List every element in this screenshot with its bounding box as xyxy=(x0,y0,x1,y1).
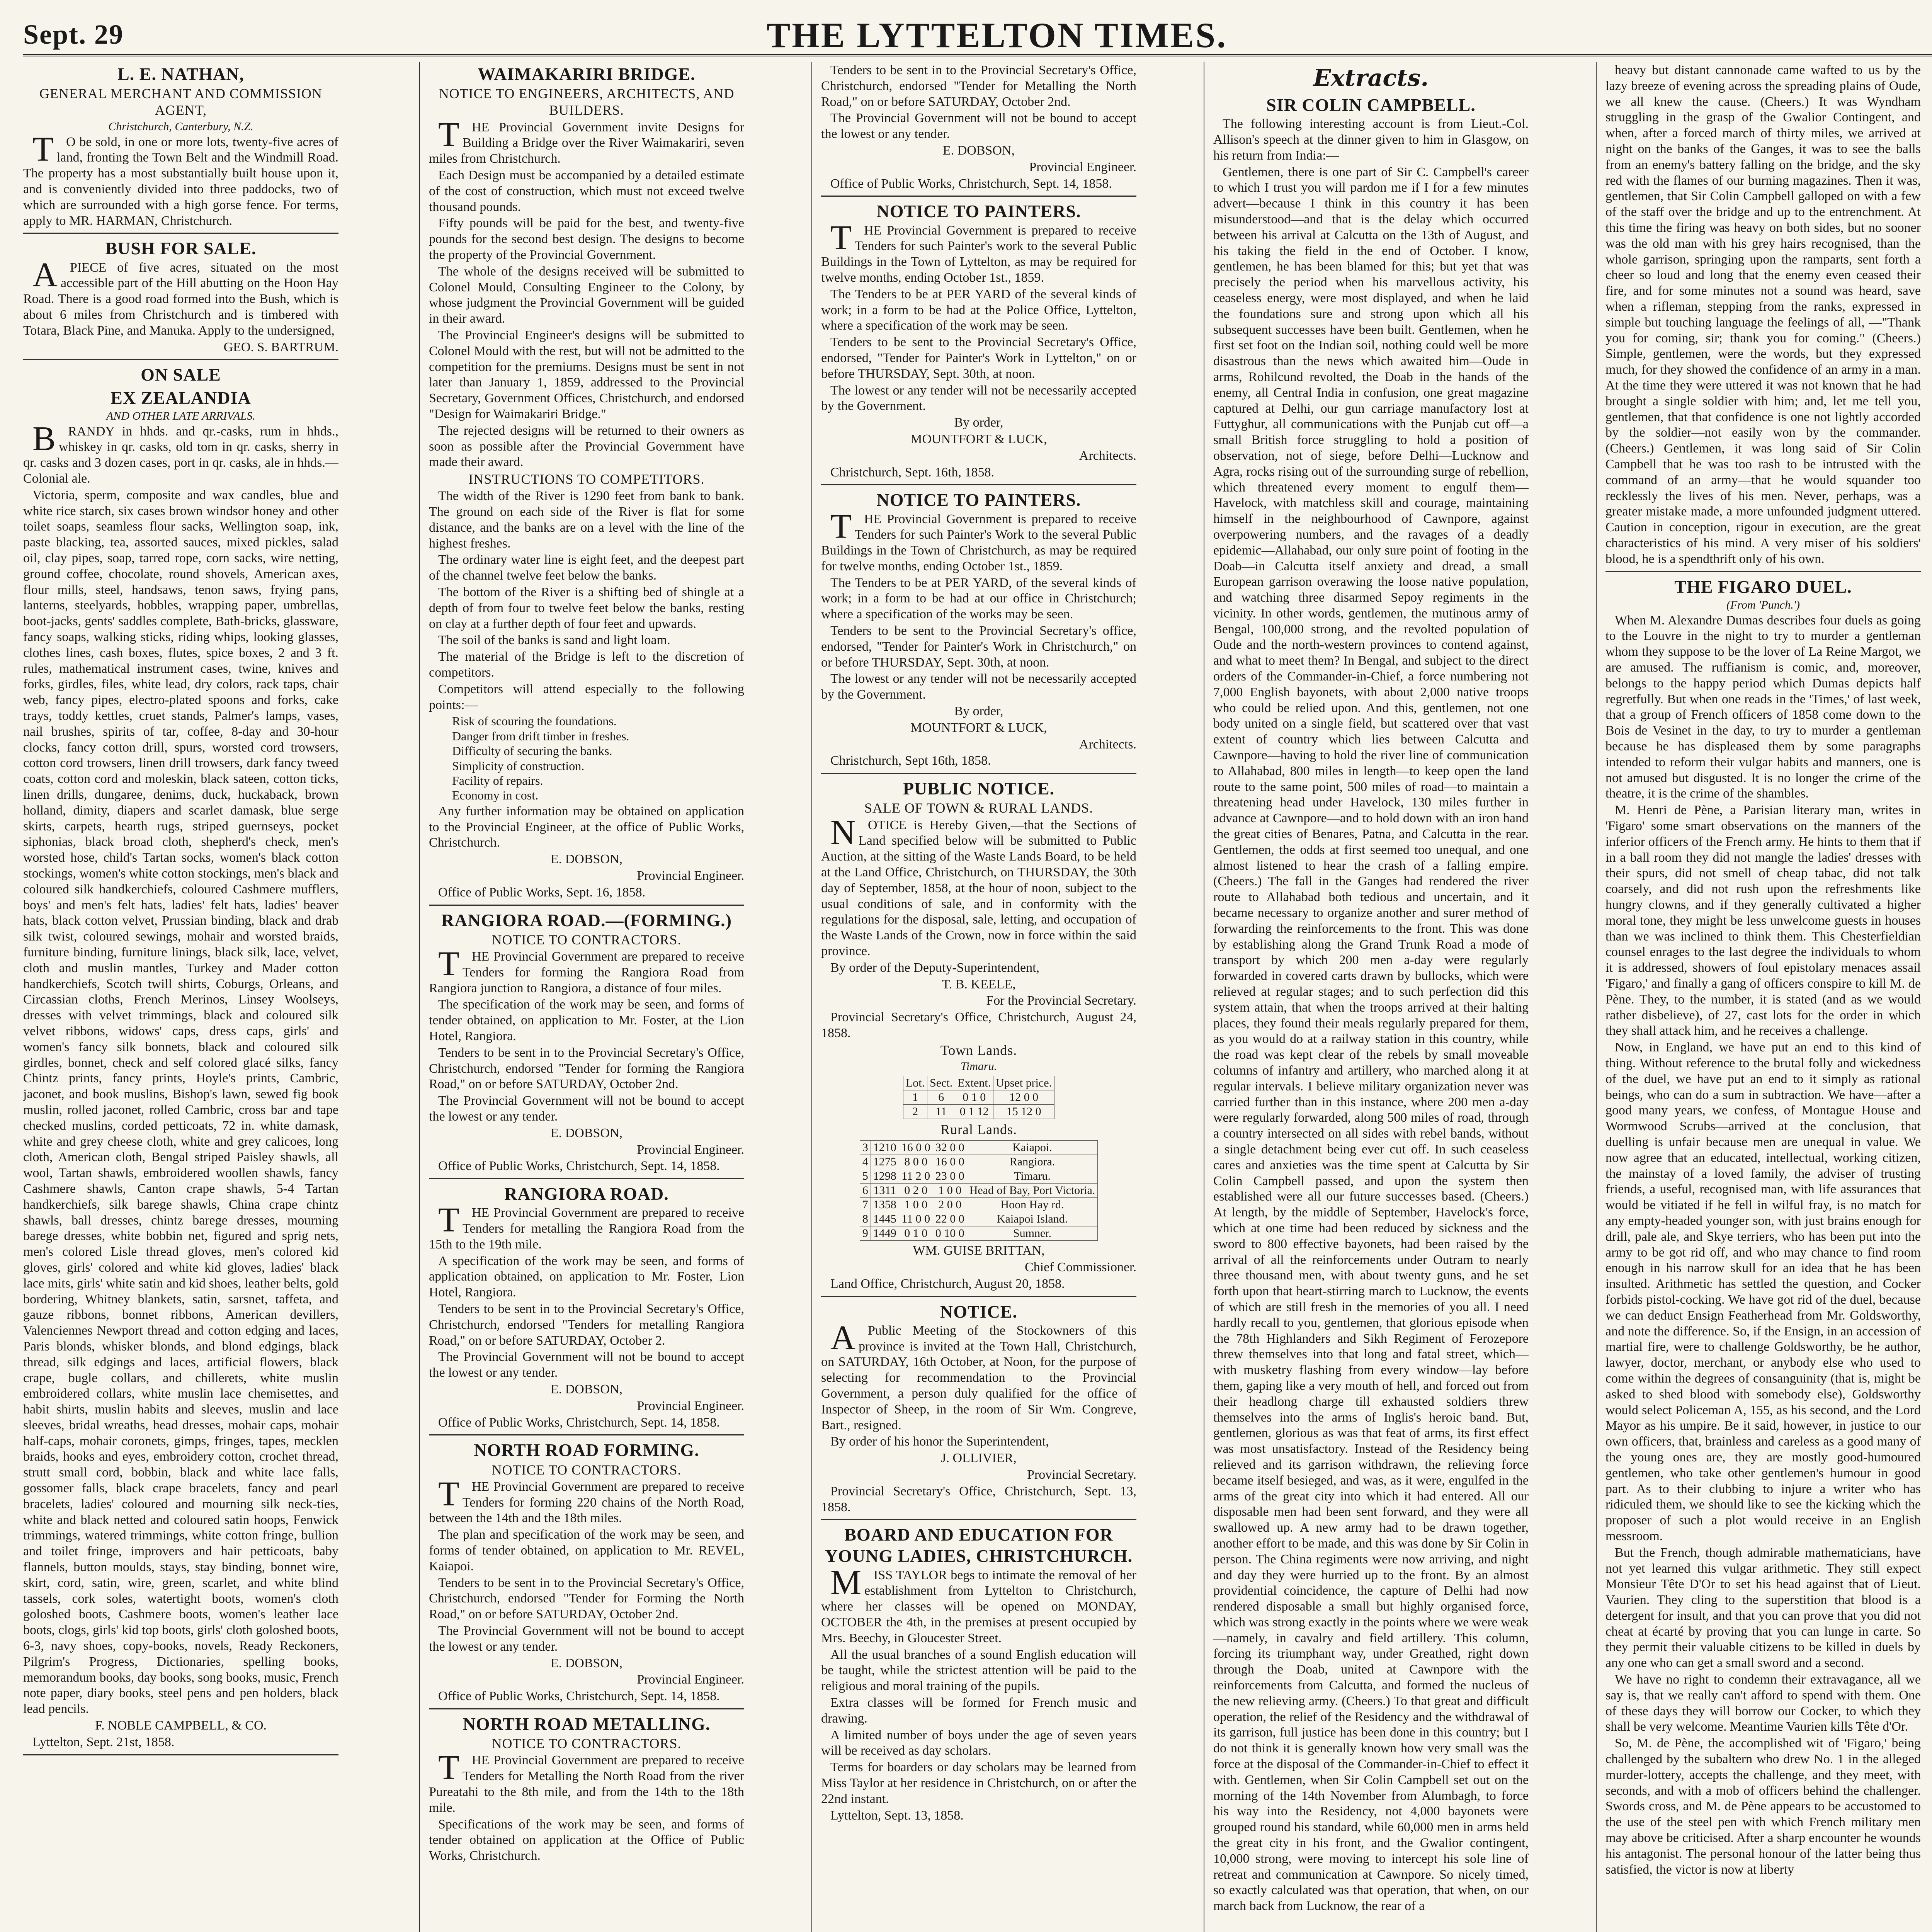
article-heading: THE FIGARO DUEL. xyxy=(1674,577,1852,597)
notice-paragraph: The Provincial Government will not be bound to accept the lowest or any tender. xyxy=(821,111,1136,141)
table-row xyxy=(903,1104,1054,1119)
table-cell: Kaiapoi. xyxy=(967,1141,1098,1155)
table-cell: 11 0 0 xyxy=(899,1212,933,1226)
notice-date: Land Office, Christchurch, August 20, 1858. xyxy=(830,1276,1065,1291)
notice-date: Office of Public Works, Christchurch, Sept. 14, 1858. xyxy=(438,1689,720,1704)
article-source: (From 'Punch.') xyxy=(1726,598,1800,611)
table-cell: 0 1 0 xyxy=(955,1090,993,1104)
table-cell: 22 0 0 xyxy=(933,1212,967,1226)
column-header: Extent. xyxy=(955,1076,993,1090)
table-cell: 8 0 0 xyxy=(899,1155,933,1169)
notice-heading: NOTICE TO PAINTERS. xyxy=(876,490,1081,510)
table-cell: 0 10 0 xyxy=(933,1226,967,1241)
notice-subheading: NOTICE TO CONTRACTORS. xyxy=(492,1736,682,1752)
newspaper-title: THE LYTTELTON TIMES. xyxy=(766,15,1228,55)
table-cell: Sumner. xyxy=(967,1226,1098,1241)
competition-point: Simplicity of construction. xyxy=(452,759,585,773)
notice-heading: WAIMAKARIRI BRIDGE. xyxy=(478,64,696,84)
table-cell: 9 xyxy=(860,1226,871,1241)
notice-paragraph: The bottom of the River is a shifting bed of shingle at a depth of from four to twelve feet below the banks, resting on clay at a further depth of four feet and upwards. xyxy=(429,585,744,631)
table-cell: 3 xyxy=(860,1141,871,1155)
competition-point: Economy in cost. xyxy=(452,788,539,803)
table-cell: 1 xyxy=(903,1090,927,1104)
article-paragraph: The following interesting account is from Lieut.-Col. Allison's speech at the dinner given to him in Glasgow, on his return from India:— xyxy=(1213,117,1529,163)
notice-paragraph: The whole of the designs received will be submitted to Colonel Mould, Consulting Engineer to the Colony, by whose judgment the Provincial Government will be guided in their award. xyxy=(429,264,744,326)
advert-signature: GEO. S. BARTRUM. xyxy=(223,340,338,354)
notice-paragraph: The Provincial Government will not be bound to accept the lowest or any tender. xyxy=(429,1623,744,1654)
notice-paragraph: The Tenders to be at PER YARD, of the several kinds of work; in a form to be had at our office in Christchurch; where a specification of the works may be seen. xyxy=(821,575,1136,622)
advert-heading: BOARD AND EDUCATION FOR YOUNG LADIES, CHRISTCHURCH. xyxy=(825,1525,1133,1566)
rural-lands-table xyxy=(860,1140,1098,1241)
advert-on-sale xyxy=(23,364,338,1755)
notice-signature: E. DOBSON, xyxy=(550,1656,623,1670)
table-cell: 1 0 0 xyxy=(899,1198,933,1212)
town-lands-table xyxy=(903,1076,1054,1119)
table-cell: 11 2 0 xyxy=(899,1169,933,1184)
notice-north-road-forming xyxy=(429,1439,744,1709)
article-paragraph: When M. Alexandre Dumas describes four duels as going to the Louvre in the night to try to murder a gentleman whom they suppose to be the lover of La Reine Margot, we are amused. The ruffianism is comic, and, moreover, belongs to the happy period which Dumas depicts half regretfully. But when one reads in the 'Times,' of last week, that a group of French officers of 1858 come down to the Bois de Vesinet in the day, to try to murder a gentleman because he has displeased them by some paragraphs intended to reform their vulgar habits and manners, one is not amused but disgusted. It is no longer the crime of the theatre, it is the crime of the shambles. xyxy=(1605,613,1921,801)
notice-signature: E. DOBSON, xyxy=(550,1126,623,1140)
notice-paragraph: The ordinary water line is eight feet, and the deepest part of the channel twelve feet below the banks. xyxy=(429,553,744,583)
table-cell: 1298 xyxy=(871,1169,899,1184)
notice-date: Office of Public Works, Christchurch, Sept. 14, 1858. xyxy=(830,176,1112,191)
table-cell: 1358 xyxy=(871,1198,899,1212)
competition-point: Risk of scouring the foundations. xyxy=(452,714,617,728)
column-rule xyxy=(811,62,812,1932)
advert-body: BRANDY in hhds. and qr.-casks, rum in hhds., whiskey in qr. casks, old tom in qr. casks, sherry in qr. casks and 3 dozen cases, port in qr. casks, ale in hhds.—Colonial ale. xyxy=(23,419,338,486)
table-cell: 2 0 0 xyxy=(933,1198,967,1212)
table-cell: Kaiapoi Island. xyxy=(967,1212,1098,1226)
article-paragraph: We have no right to condemn their extravagance, all we say is, that we really can't afford to spend with them. One of these days they will borrow our Cocker, to which they shall be very welcome. Meantime Vaurien kills Tête d'Or. xyxy=(1605,1672,1921,1734)
notice-heading: NORTH ROAD FORMING. xyxy=(474,1440,699,1460)
notice-paragraph: Tenders to be sent to the Provincial Secretary's office, endorsed, "Tender for Painter's Work in Christchurch," on or before THURSDAY, Sept. 30th, at noon. xyxy=(821,624,1136,670)
notice-paragraph: Tenders to be sent in to the Provincial Secretary's Office, Christchurch, endorsed "Tenders for metalling Rangiora Road," on or before SATURDAY, October 2. xyxy=(429,1302,744,1348)
table-cell: 2 xyxy=(903,1104,927,1119)
notice-by-order: By order, xyxy=(954,415,1003,430)
advert-board-education xyxy=(821,1524,1136,1827)
column-rule xyxy=(1596,62,1597,1932)
table-cell: 0 1 0 xyxy=(899,1226,933,1241)
notice-waimakariri-bridge xyxy=(429,63,744,906)
notice-heading: NOTICE. xyxy=(940,1301,1017,1321)
article-paragraph: heavy but distant cannonade came wafted to us by the lazy breeze of evening across the spreading plains of Oude, we all knew the cause. (Cheers.) It was Wyndham struggling in the grasp of the Gwalior Contingent, and when, after a forced march of thirty miles, we arrived at night on the banks of the Ganges, it was to see the balls from an enemy's battery falling on the bridge, and the sky red with the flames of our burning magazines. Then it was, gentlemen, that Sir Colin Campbell galloped on with a few of the staff over the bridge and up to the entrenchment. At this time the firing was heavy on both sides, but no sooner was the old man with his grey hairs recognised, than the whole garrison, springing upon the ramparts, sent forth a cheer so loud and long that the enemy even ceased their fire, and for some minutes not a sound was heard, save when a rifleman, stepping from the ranks, expressed in simple but touching language the feelings of all, —"Thank you for coming, sir; thank you for coming." (Cheers.) Simple, gentlemen, were the words, but they expressed much, for they showed the confidence of an army in a man. At the time they were uttered it was not known that he had brought a single soldier with him; and, let me tell you, gentlemen, that that confidence is one not lightly accorded by the soldier—not easily won by the commander. (Cheers.) Gentlemen, it was long said of Sir Colin Campbell that he was too rash to be intrusted with the command of an army—that he would squander too recklessly the lives of his men. Never, perhaps, was a greater mistake made, a more unfounded judgment uttered. Caution in conception, rigour in execution, are the great characteristics of his mind. A very miser of his soldiers' blood, he is a spendthrift only of his own. xyxy=(1605,63,1921,566)
notice-subheading: NOTICE TO ENGINEERS, ARCHITECTS, AND BUILDERS. xyxy=(439,86,735,118)
competition-point: Facility of repairs. xyxy=(452,774,543,787)
notice-by-order: By order, xyxy=(954,704,1003,719)
notice-paragraph: Tenders to be sent to the Provincial Secretary's Office, endorsed, "Tender for Painter's Work in Lyttelton," on or before THURSDAY, Sept. 30th, at noon. xyxy=(821,335,1136,381)
notice-paragraph: THE Provincial Government are prepared to receive Tenders for Metalling the North Road from the river Pureatahi to the 8th mile, and from the 14th to the 18th mile. xyxy=(429,1748,744,1815)
notice-paragraph: The lowest or any tender will not be necessarily accepted by the Government. xyxy=(821,672,1136,702)
article-sir-colin-campbell-continued xyxy=(1605,63,1921,572)
notice-signature-title: Provincial Engineer. xyxy=(637,868,744,883)
notice-signature-title: Architects. xyxy=(1079,448,1136,463)
table-cell: 5 xyxy=(860,1169,871,1184)
notice-heading: RANGIORA ROAD.—(FORMING.) xyxy=(441,910,732,930)
advert-paragraph: MISS TAYLOR begs to intimate the removal of her establishment from Lyttelton to Christchurch, where her classes will be opened on MONDAY, OCTOBER the 4th, in the premises at present occupied by Mrs. Beechy, in Gloucester Street. xyxy=(821,1563,1136,1645)
table-cell: Head of Bay, Port Victoria. xyxy=(967,1184,1098,1198)
notice-signature: T. B. KEELE, xyxy=(942,977,1016,992)
advert-paragraph: Extra classes will be formed for French music and drawing. xyxy=(821,1696,1136,1726)
notice-signature: E. DOBSON, xyxy=(550,852,623,867)
table-cell: 1311 xyxy=(871,1184,899,1198)
public-notice-land-sale xyxy=(821,778,1136,1297)
notice-signature: E. DOBSON, xyxy=(550,1382,623,1397)
notice-paragraph: The Tenders to be at PER YARD of the several kinds of work; in a form to be had at the Police Office, Lyttelton, where a specification of the work may be seen. xyxy=(821,287,1136,333)
column-2 xyxy=(429,62,744,1932)
notice-date: Office of Public Works, Christchurch, Sept. 14, 1858. xyxy=(438,1159,720,1173)
notice-paragraph: Fifty pounds will be paid for the best, and twenty-five pounds for the second best design. The designs to become the property of the Provincial Government. xyxy=(429,216,744,262)
notice-heading: PUBLIC NOTICE. xyxy=(903,779,1055,799)
advert-heading: ON SALE xyxy=(141,365,221,385)
advert-subheading: GENERAL MERCHANT AND COMMISSION AGENT, xyxy=(39,86,323,118)
notice-subheading: SALE OF TOWN & RURAL LANDS. xyxy=(864,800,1094,816)
table-cell: 8 xyxy=(860,1212,871,1226)
notice-subheading: NOTICE TO CONTRACTORS. xyxy=(492,1462,682,1478)
notice-signature: E. DOBSON, xyxy=(942,143,1015,158)
notice-north-road-continued xyxy=(821,63,1136,197)
table-cell: 0 1 12 xyxy=(955,1104,993,1119)
table-row xyxy=(860,1155,1098,1169)
notice-paragraph: THE Provincial Government are prepared to receive Tenders for forming 220 chains of the North Road, between the 14th and the 18th miles. xyxy=(429,1475,744,1526)
town-lands-place: Timaru. xyxy=(960,1060,997,1073)
notice-signature: MOUNTFORT & LUCK, xyxy=(910,432,1047,446)
notice-paragraph: The Provincial Engineer's designs will be submitted to Colonel Mould with the rest, but will not be admitted to the competition for the premiums. Designs must be sent in not later than January 1, 1859, addressed to the Provincial Secretary, Government Offices, Christchurch, and endorsed "Design for Waimakariri Bridge." xyxy=(429,328,744,421)
notice-painters-christchurch xyxy=(821,489,1136,774)
notice-paragraph: Each Design must be accompanied by a detailed estimate of the cost of construction, which must not exceed twelve thousand pounds. xyxy=(429,168,744,214)
notice-paragraph: Tenders to be sent in to the Provincial Secretary's Office, Christchurch, endorsed "Tender for Forming the North Road," on or before SATURDAY, October 2nd. xyxy=(429,1575,744,1622)
competition-point: Difficulty of securing the banks. xyxy=(452,744,612,758)
table-cell: 1445 xyxy=(871,1212,899,1226)
table-cell: 1449 xyxy=(871,1226,899,1241)
notice-paragraph: The width of the River is 1290 feet from bank to bank. The ground on each side of the River is flat for some distance, and the banks are on a level with the line of the highest freshes. xyxy=(429,489,744,551)
notice-subheading: NOTICE TO CONTRACTORS. xyxy=(492,932,682,947)
masthead xyxy=(23,8,1932,56)
notice-paragraph: The lowest or any tender will not be necessarily accepted by the Government. xyxy=(821,383,1136,413)
notice-signature-title: For the Provincial Secretary. xyxy=(986,993,1136,1008)
table-cell: 12 0 0 xyxy=(993,1090,1054,1104)
table-cell: 1210 xyxy=(871,1141,899,1155)
notice-date: Office of Public Works, Christchurch, Sept. 14, 1858. xyxy=(438,1415,720,1430)
notice-paragraph: The soil of the banks is sand and light loam. xyxy=(438,633,670,648)
table-cell: 0 2 0 xyxy=(899,1184,933,1198)
advert-goods-list: Victoria, sperm, composite and wax candles, blue and white rice starch, six cases brown windsor honey and other toilet soaps, seamless flour sacks, Wellington soap, ink, paste blacking, tea, assorted sauces, mixed pickles, salad oil, clay pipes, soap, tarred rope, corn sacks, wire netting, ground coffee, chocolate, round shovels, American axes, flour mills, steel, handsaws, tenon saws, frying pans, lanterns, steelyards, hobbles, wrapping paper, umbrellas, boot-jacks, gents' saddles complete, Bath-bricks, glassware, fancy soaps, walking sticks, riding whips, looking glasses, clothes lines, cash boxes, flutes, spice boxes, 2 and 3 ft. rules, mathematical instrument cases, twine, knives and forks, girdles, files, white lead, dry colors, rack taps, chair web, fancy pipes, electro-plated spoons and forks, cake trays, toddy kettles, cruet stands, Palmer's lamps, vases, nail brushes, spirits of tar, coffee, 8-day and 30-hour clocks, fancy cotton drill, spurs, worsted cord trowsers, cotton cord trowsers, linen drill trowsers, dark fancy tweed coats, cotton cord and moleskin, black sateen, cotton ticks, linen drills, dungaree, denims, duck, huckaback, brown holland, dimity, diapers and scarlet damask, blue serge skirts, carpets, hearth rugs, striped guernseys, pocket siphonias, black broad cloth, shepherd's check, men's worsted hose, child's Tartan socks, women's black cotton stockings, women's white cotton stockings, men's black and coloured silk handkerchiefs, coloured Cashmere mufflers, boys' and men's felt hats, ladies' felt hats, ladies' beaver hats, black cotton velvet, Prussian binding, black and drab silk twist, coloured sewings, mohair and worsted braids, furniture binding, furniture linings, black silk, lace, velvet, cloth and muslin mantles, Turkey and Mader cotton handkerchiefs, Scotch twill shirts, Coburgs, Orleans, and Circassian cloths, French Merinos, Linsey Woolseys, dresses with velvet trimmings, black and coloured silk velvet ribbons, widows' caps, dress caps, girls' and women's fancy silk bonnets, black and coloured silk girdles, bonnet, check and self colored glacé silks, fancy Chintz prints, fancy prints, Hoyle's prints, Cambric, jaconet, and book muslins, Bishop's lawn, sewed fig book muslin, rolled jaconet, rolled Cambric, cross bar and tape checked muslins, corded petticoats, 72 in. white damask, white and grey cheese cloth, white and grey calicoes, long cloth, American cloth, Bengal striped Paisley shawls, all wool, Tartan shawls, embroidered woollen shawls, fancy Cashmere shawls, Canton crape shawls, 5-4 Tartan handkerchiefs, silk barege shawls, China crape chintz shawls, ball dresses, chintz barege dresses, mourning barege dresses, white bobbin net, figured and sprig nets, men's colored Lisle thread gloves, men's colored kid gloves, girls' colored and white kid gloves, ladies' black lace mits, girls' white satin and kid shoes, leather belts, gold bordering, Whitney blankets, satin, sarsnet, taffeta, and gauze ribbons, bonnet ribbons, American devillers, Valenciennes Newport thread and cotton edging and laces, Paris blonds, whisker blonds, and blond edgings, black thread, silk edgings and laces, artificial flowers, black crape, bugle collars, and chillerets, white muslin embroidered collars, white muslin lace chemisettes, and habit shirts, muslin habits and sleeves, muslin and lace sleeves, bridal wreaths, head dresses, mohair caps, mohair half-caps, mohair coronets, gimps, fringes, tapes, mecklen braids, hooks and eyes, embroidery cotton, crochet thread, strutt small cord, bobbin, black and white lace falls, gossomer falls, black crape bracelets, fancy and pearl bracelets, ladies' coloured and mourning silk neck-ties, white and black netted and coloured satin hoops, Fenwick trimmings, watered trimmings, white cotton fringe, bullion and toilet fringe, improvers and hair petticoats, baby flannels, button moulds, stays, stay binding, bonnet wire, skirt, cord, satin, wire, green, scarlet, and white blind tassels, cork soles, watertight boots, women's cloth goloshed boots, Cashmere boots, women's leather lace boots, clogs, girls' kid top boots, girls' cloth goloshed boots, 6-3, navy shoes, copy-books, novels, Ready Reckoners, Pilgrim's Progress, Dictionaries, spelling books, memorandum books, day books, song books, music, French note paper, diary books, steel pens and pen holders, black lead pencils. xyxy=(23,488,338,1716)
notice-paragraph: The Provincial Government will not be bound to accept the lowest or any tender. xyxy=(429,1350,744,1380)
advert-paragraph: Terms for boarders or day scholars may be learned from Miss Taylor at her residence in Christchurch, on or after the 22nd instant. xyxy=(821,1760,1136,1806)
advert-paragraph: All the usual branches of a sound English education will be taught, while the strictest attention will be paid to the religious and moral training of the pupils. xyxy=(821,1647,1136,1694)
advert-bush-sale xyxy=(23,238,338,360)
table-row xyxy=(860,1212,1098,1226)
notice-paragraph: Any further information may be obtained on application to the Provincial Engineer, at the office of Public Works, Christchurch. xyxy=(429,804,744,850)
notice-signature: MOUNTFORT & LUCK, xyxy=(910,720,1047,735)
table-header-row xyxy=(903,1076,1054,1090)
notice-paragraph: A specification of the work may be seen, and forms of application obtained, on application to Mr. Foster, Lion Hotel, Rangiora. xyxy=(429,1253,744,1300)
table-cell: 23 0 0 xyxy=(933,1169,967,1184)
notice-heading: RANGIORA ROAD. xyxy=(504,1184,669,1204)
advert-date: Lyttelton, Sept. 21st, 1858. xyxy=(32,1735,175,1749)
table-row xyxy=(860,1169,1098,1184)
notice-paragraph: THE Provincial Government is prepared to receive Tenders for such Painter's work to the several Public Buildings in the Town of Lyttelton, as may be required for twelve months, ending October 1st., 1859. xyxy=(821,218,1136,285)
notice-date: Provincial Secretary's Office, Christchurch, Sept. 13, 1858. xyxy=(821,1484,1136,1514)
advert-subheading: EX ZEALANDIA xyxy=(111,388,251,408)
advert-body: APIECE of five acres, situated on the most accessible part of the Hill abutting on the Hoon Hay Road. There is a good road formed into the Bush, which is about 6 miles from Christchurch and is timbered with Totara, Black Pine, and Manuka. Apply to the undersigned, xyxy=(23,255,338,338)
advert-date: Lyttelton, Sept. 13, 1858. xyxy=(830,1808,964,1823)
table-row xyxy=(860,1184,1098,1198)
table-cell: 16 0 0 xyxy=(899,1141,933,1155)
notice-rangiora-road xyxy=(429,1183,744,1435)
notice-heading: NORTH ROAD METALLING. xyxy=(463,1714,711,1734)
notice-signature: WM. GUISE BRITTAN, xyxy=(913,1243,1045,1258)
town-lands-heading: Town Lands. xyxy=(940,1042,1017,1058)
table-cell: 7 xyxy=(860,1198,871,1212)
table-row xyxy=(860,1226,1098,1241)
notice-rangiora-forming xyxy=(429,910,744,1180)
table-cell: 16 0 0 xyxy=(933,1155,967,1169)
notice-date: Office of Public Works, Sept. 16, 1858. xyxy=(438,885,646,900)
notice-paragraph: APublic Meeting of the Stockowners of this province is invited at the Town Hall, Christchurch, on SATURDAY, 16th October, at Noon, for the purpose of selecting for recommendation to the Provincial Government, a person duly qualified for the office of Inspector of Sheep, in the room of Sir Wm. Congreve, Bart., resigned. xyxy=(821,1318,1136,1432)
notice-paragraph: THE Provincial Government are prepared to receive Tenders for metalling the Rangiora Road from the 15th to the 19th mile. xyxy=(429,1201,744,1252)
notice-paragraph: By order of the Deputy-Superintendent, xyxy=(830,960,1040,975)
notice-signature-title: Provincial Secretary. xyxy=(1027,1467,1136,1482)
article-paragraph: M. Henri de Pène, a Parisian literary man, writes in 'Figaro' some smart observations on the manners of the inferior officers of the French army. He hints to them that if in a ball room they did not mangle the ladies' dresses with their spurs, did not smell of cheap tabac, did not talk coarsely, and did not rush upon the refreshments like hungry clowns, and if they generally cultivated a higher moral tone, they might be less unwelcome guests in houses than we was inclined to think them. This Chesterfieldian counsel enrages to the last degree the individuals to whom it is addressed, showers of foul epistolary menaces assail 'Figaro,' and finally a gang of officers conspire to kill M. de Pène. They, to the number, it is stated (and as we would rather disbelieve), of 27, cast lots for the order in which they shall attack him, and he receives a challenge. xyxy=(1605,803,1921,1038)
table-cell: 6 xyxy=(860,1184,871,1198)
table-row xyxy=(860,1141,1098,1155)
competition-point: Danger from drift timber in freshes. xyxy=(452,729,629,743)
advert-signature: F. NOBLE CAMPBELL, & CO. xyxy=(95,1718,267,1733)
table-cell: 6 xyxy=(927,1090,955,1104)
notice-paragraph: THE Provincial Government is prepared to receive Tenders for such Painter's Work to the several Public Buildings in the Town of Christchurch, as may be required for twelve months, ending October 1st., 1859. xyxy=(821,507,1136,573)
column-5 xyxy=(1605,62,1921,1932)
article-figaro-duel xyxy=(1605,576,1921,1882)
notice-stockowners xyxy=(821,1301,1136,1520)
notice-signature-title: Provincial Engineer. xyxy=(637,1398,744,1413)
instructions-heading: INSTRUCTIONS TO COMPETITORS. xyxy=(468,471,705,487)
notice-painters-lyttelton xyxy=(821,201,1136,485)
table-row xyxy=(860,1198,1098,1212)
issue-date: Sept. 29 xyxy=(23,19,124,50)
article-sir-colin-campbell xyxy=(1213,94,1529,1918)
column-rule xyxy=(419,62,420,1932)
table-cell: Hoon Hay rd. xyxy=(967,1198,1098,1212)
article-paragraph: Gentlemen, there is one part of Sir C. Campbell's career to which I trust you will pardon me if I for a few minutes advert—because I think in this country it has been misunderstood—and that is the delay which occurred between his arrival at Calcutta on the 13th of August, and his taking the field in the end of October. I know, gentlemen, he has been blamed for this; but yet that was precisely the period when his marvellous activity, his ceaseless energy, were most displayed, and when he laid the foundations sure and strong upon which all his subsequent successes have been built. Gentlemen, when he first set foot on the Indian soil, nothing could well be more disastrous than the news which awaited him—Oude in arms, Rohilcund revolted, the Doab in the hands of the enemy, all Central India in confusion, one great magazine captured at Delhi, our gun carriage manufactory lost at Futtyghur, all communications with the Punjab cut off—a small British force struggling to hold a position of observation, not of siege, before Delhi—Lucknow and Agra, rocks rising out of the surrounding surge of rebellion, which threatened every moment to engulf them—Havelock, with matchless skill and courage, maintaining himself in the neighbourhood of Cawnpore, against overpowering numbers, and the ravages of a deadly epidemic—Allahabad, our only sure point of footing in the Doab—in Calcutta itself anxiety and dread, a small European garrison overawing the loose native population, and watching three disarmed Sepoy regiments in the vicinity. In other words, gentlemen, the mutinous army of Bengal, 100,000 strong, and the revolted population of Oude and the north-western provinces to contend against, and what to meet them? In Bengal, and subject to the direct orders of the Commander-in-Chief, a force numbering not 7,000 English bayonets, with about 2,000 native troops who could be relied upon. And this, gentlemen, not one body united on a single field, but scattered over that vast extent of country which lies between Calcutta and Cawnpore—having to hold the river line of communication to Allahabad, 800 miles in length—to keep open the land route to the same point, 500 miles of road—to maintain a threatening head under Havelock, 130 miles further in advance at Cawnpore—and to hold down with an iron hand the great cities of Benares, Patna, and Calcutta in the rear. Gentlemen, the odds at first seemed too unequal, and one almost listened to hear the crash of a falling empire. (Cheers.) The fall in the Ganges had rendered the river route to Allahabad both tedious and uncertain, and it became necessary to organize another and surer method of forwarding the reinforcements to the front. This was done by establishing along the Grand Trunk Road a mode of transport by which 200 men a-day were regularly forwarded in covered carts drawn by bullocks, which were relieved at regular stages; and to such perfection did this system attain, that when the troops arrived at their halting places, they found their meals regularly prepared for them, as you would do at a railway station in this country, while the road was kept clear of the rebels by small moveable columns of infantry and artillery, who marched along it at regular intervals. I believe military organization never was carried further than in this instance, where 200 men a-day were regularly forwarded, along 500 miles of road, through a country intersected on all sides with rebel bands, without a single detachment being ever cut off. In such ceaseless cares and anxieties was the time spent at Calcutta by Sir Colin Campbell passed, and upon the system then established were all our future successes based. (Cheers.) At length, by the middle of September, Havelock's force, which at one time had been reduced by sickness and the sword to 800 effective bayonets, had been raised by the arrival of all the reinforcements under Outram to nearly three thousand men, with about twenty guns, and he set forth upon that heart-stirring march to Lucknow, the events of which are still fresh in the memories of you all. I need hardly recall to you, gentlemen, that glorious episode when the 78th Highlanders and Sikh Regiment of Ferozepore threw themselves into that long and fatal street, which—with musketry flashing from every window—lay before them, gaping like a very mouth of hell, and forced out from their headlong charge till exhausted soldiers threw themselves into the arms of Inglis's heroic band. But, gentlemen, glorious as was that feat of arms, its first effect was most unsatisfactory. Instead of the Residency being relieved and its garrison withdrawn, the relieving force became itself besieged, and was, as it were, engulfed in the arms of the great city into which it had entered. All our disposable men had been sent forward, and they were all swallowed up. A new army had to be drawn together, another effort to be made, and this was done by Sir Colin in person. The China regiments were now arriving, and night and day they were hurried up to the front. By an almost providential coincidence, the capture of Delhi had now rendered disposable a small but highly organised force, which was strong exactly in the points where we were weak—namely, in cavalry and field artillery. This column, forcing its triumphant way, under Greathed, right down through the Doab, united at Cawnpore with the reinforcements from Calcutta, and formed the nucleus of the new relieving army. (Cheers.) To that great and difficult operation, the relief of the Residency and the withdrawal of its garrison, full justice has been done in this country; but I do not think it is generally known how very small was the force at the disposal of the Commander-in-Chief to effect it with. Gentlemen, when Sir Colin Campbell set out on the morning of the 14th November from Alumbagh, to force his way into the Residency, not 4,000 bayonets were grouped round his standard, while 60,000 men in arms held the great city in his front, and the Gwalior contingent, 10,000 strong, were moving to intercept his sole line of retreat and communication at Cawnpore. So nicely timed, so exactly calculated was that operation, that when, on our march back from Lucknow, the rear of a xyxy=(1213,165,1529,1913)
notice-paragraph: THE Provincial Government invite Designs for Building a Bridge over the River Waimakariri, seven miles from Christchurch. xyxy=(429,115,744,166)
advert-body: TO be sold, in one or more lots, twenty-five acres of land, fronting the Town Belt and the Windmill Road. The property has a most substantially built house upon it, and is conveniently divided into three paddocks, two of which are surrounded with a high gorse fence. For terms, apply to MR. HARMAN, Christchurch. xyxy=(23,130,338,228)
notice-paragraph: Competitors will attend especially to the following points:— xyxy=(429,682,744,712)
article-paragraph: But the French, though admirable mathematicians, have not yet learned this vulgar arithmetic. They still expect Monsieur Tête D'Or to set his head against that of Lieut. Vaurien. They cling to the superstition that blood is a detergent for insult, and that you can prove that you did not cheat at écarté by proving that you can lunge in carte. So they permit their valuable citizens to be killed in duels by any one who can get a small sword and a second. xyxy=(1605,1545,1921,1670)
article-heading: SIR COLIN CAMPBELL. xyxy=(1266,95,1476,115)
notice-paragraph: The specification of the work may be seen, and forms of tender obtained, on application to Mr. Foster, at the Lion Hotel, Rangiora. xyxy=(429,997,744,1043)
table-cell: 4 xyxy=(860,1155,871,1169)
notice-north-road-metalling xyxy=(429,1713,744,1868)
notice-date: Christchurch, Sept. 16th, 1858. xyxy=(830,465,995,480)
advert-subheading-2: AND OTHER LATE ARRIVALS. xyxy=(106,409,256,422)
table-cell: Timaru. xyxy=(967,1169,1098,1184)
notice-paragraph: Tenders to be sent in to the Provincial Secretary's Office, Christchurch, endorsed "Tender for Metalling the North Road," on or before SATURDAY, October 2nd. xyxy=(821,63,1136,109)
column-1 xyxy=(23,62,338,1932)
advert-heading: L. E. NATHAN, xyxy=(117,64,244,84)
table-row xyxy=(903,1090,1054,1104)
notice-heading: NOTICE TO PAINTERS. xyxy=(876,201,1081,221)
column-header: Upset price. xyxy=(993,1076,1054,1090)
article-paragraph: Now, in England, we have put an end to this kind of thing. Without reference to the brutal folly and wickedness of the duel, we have put an end to it simply as rational beings, who can do a sum in subtraction. We have—after a good many years, we confess, of Montague House and Wormwood Scrubs—arrived at the conclusion, that duelling is unfair because men are unequal in value. We now agree that an educated, intellectual, working citizen, the mainstay of a loved family, the adviser of trusting friends, a useful, recognised man, with life assurances that would be vitiated if he fell in wilful fray, is no match for any empty-headed younger son, with just brains enough for drill, pale ale, and Skye terriers, who has been put into the army to be got rid off, and who may chance to find room enough in his narrow skull for an idea that he has been insulted. Arithmetic has settled the question, and Cocker forbids pistol-cocking. We have got rid of the duel, because we can deduct Ensign Featherhead from Mr. Goldsworthy, and note the difference. So, if the Ensign, in an accession of martial fire, were to challenge Goldsworthy, be he author, lawyer, doctor, merchant, or anybody else who used to come within the degrees of consanguinity (that is, might be asked to shed blood with somebody else), Goldsworthy would select Policeman A, 155, as his second, and the Lord Mayor as his umpire. Be it said, however, in justice to our own officers, that, brainless and careless as a good many of the young ones are, they are mostly good-humoured gentlemen, who take other gentlemen's humour in good part. As to their clubbing to injure a writer who has ridiculed them, we should like to see the kicking which the proposer of such a plot would receive in an English messroom. xyxy=(1605,1040,1921,1543)
advert-place: Christchurch, Canterbury, N.Z. xyxy=(108,120,253,133)
rural-lands-heading: Rural Lands. xyxy=(940,1121,1017,1137)
notice-signature-title: Provincial Engineer. xyxy=(637,1142,744,1157)
notice-paragraph: NOTICE is Hereby Given,—that the Sections of Land specified below will be submitted to Public Auction, at the sitting of the Waste Lands Board, to be held at the Land Office, Christchurch, on THURSDAY, the 30th day of September, 1858, at the hour of noon, subject to the usual conditions of sale, and in conformity with the regulations for the disposal, sale, letting, and occupation of the Waste Lands of the Crown, now in force within the said province. xyxy=(821,813,1136,958)
section-title-extracts: Extracts. xyxy=(1313,65,1429,92)
notice-signature: J. OLLIVIER, xyxy=(941,1451,1017,1466)
notice-paragraph: The Provincial Government will not be bound to accept the lowest or any tender. xyxy=(429,1094,744,1124)
advert-nathan xyxy=(23,63,338,234)
column-header: Sect. xyxy=(927,1076,955,1090)
table-cell: 1275 xyxy=(871,1155,899,1169)
notice-signature-title: Provincial Engineer. xyxy=(1029,160,1136,174)
table-cell: Rangiora. xyxy=(967,1155,1098,1169)
notice-paragraph: The material of the Bridge is left to the discretion of competitors. xyxy=(429,650,744,680)
column-4 xyxy=(1213,62,1529,1932)
advert-heading: BUSH FOR SALE. xyxy=(105,238,257,259)
advert-paragraph: A limited number of boys under the age of seven years will be received as day scholars. xyxy=(821,1728,1136,1758)
notice-paragraph: Specifications of the work may be seen, and forms of tender obtained on application at the Office of Public Works, Christchurch. xyxy=(429,1817,744,1863)
notice-date: Provincial Secretary's Office, Christchurch, August 24, 1858. xyxy=(821,1010,1136,1040)
table-cell: 15 12 0 xyxy=(993,1104,1054,1119)
notice-signature-title: Provincial Engineer. xyxy=(637,1672,744,1687)
article-paragraph: So, M. de Pène, the accomplished wit of 'Figaro,' being challenged by the subaltern who drew No. 1 in the alleged murder-lottery, accepts the challenge, and they meet, with seconds, and with a mob of officers behind the challenger. Swords cross, and M. de Pène appears to be accustomed to the use of the steel pen with which French military men may above be criticised. After a sharp encounter he wounds his antagonist. The personal honour of the latter being thus satisfied, the victor is now at liberty xyxy=(1605,1736,1921,1877)
table-cell: 32 0 0 xyxy=(933,1141,967,1155)
notice-paragraph: Tenders to be sent in to the Provincial Secretary's Office, Christchurch, endorsed "Tender for forming the Rangiora Road," on or before SATURDAY, October 2nd. xyxy=(429,1045,744,1092)
notice-signature-title: Chief Commissioner. xyxy=(1025,1260,1136,1274)
notice-signature-title: Architects. xyxy=(1079,737,1136,752)
notice-paragraph: The plan and specification of the work may be seen, and forms of tender obtained, on application to Mr. REVEL, Kaiapoi. xyxy=(429,1527,744,1573)
notice-date: Christchurch, Sept 16th, 1858. xyxy=(830,753,991,768)
table-cell: 11 xyxy=(927,1104,955,1119)
column-header: Lot. xyxy=(903,1076,927,1090)
notice-paragraph: By order of his honor the Superintendent, xyxy=(830,1434,1049,1449)
column-3 xyxy=(821,62,1136,1932)
table-cell: 1 0 0 xyxy=(933,1184,967,1198)
notice-paragraph: THE Provincial Government are prepared to receive Tenders for forming the Rangiora Road from Rangiora junction to Rangiora, a distance of four miles. xyxy=(429,944,744,995)
notice-paragraph: The rejected designs will be returned to their owners as soon as possible after the Provincial Government have made their award. xyxy=(429,423,744,469)
